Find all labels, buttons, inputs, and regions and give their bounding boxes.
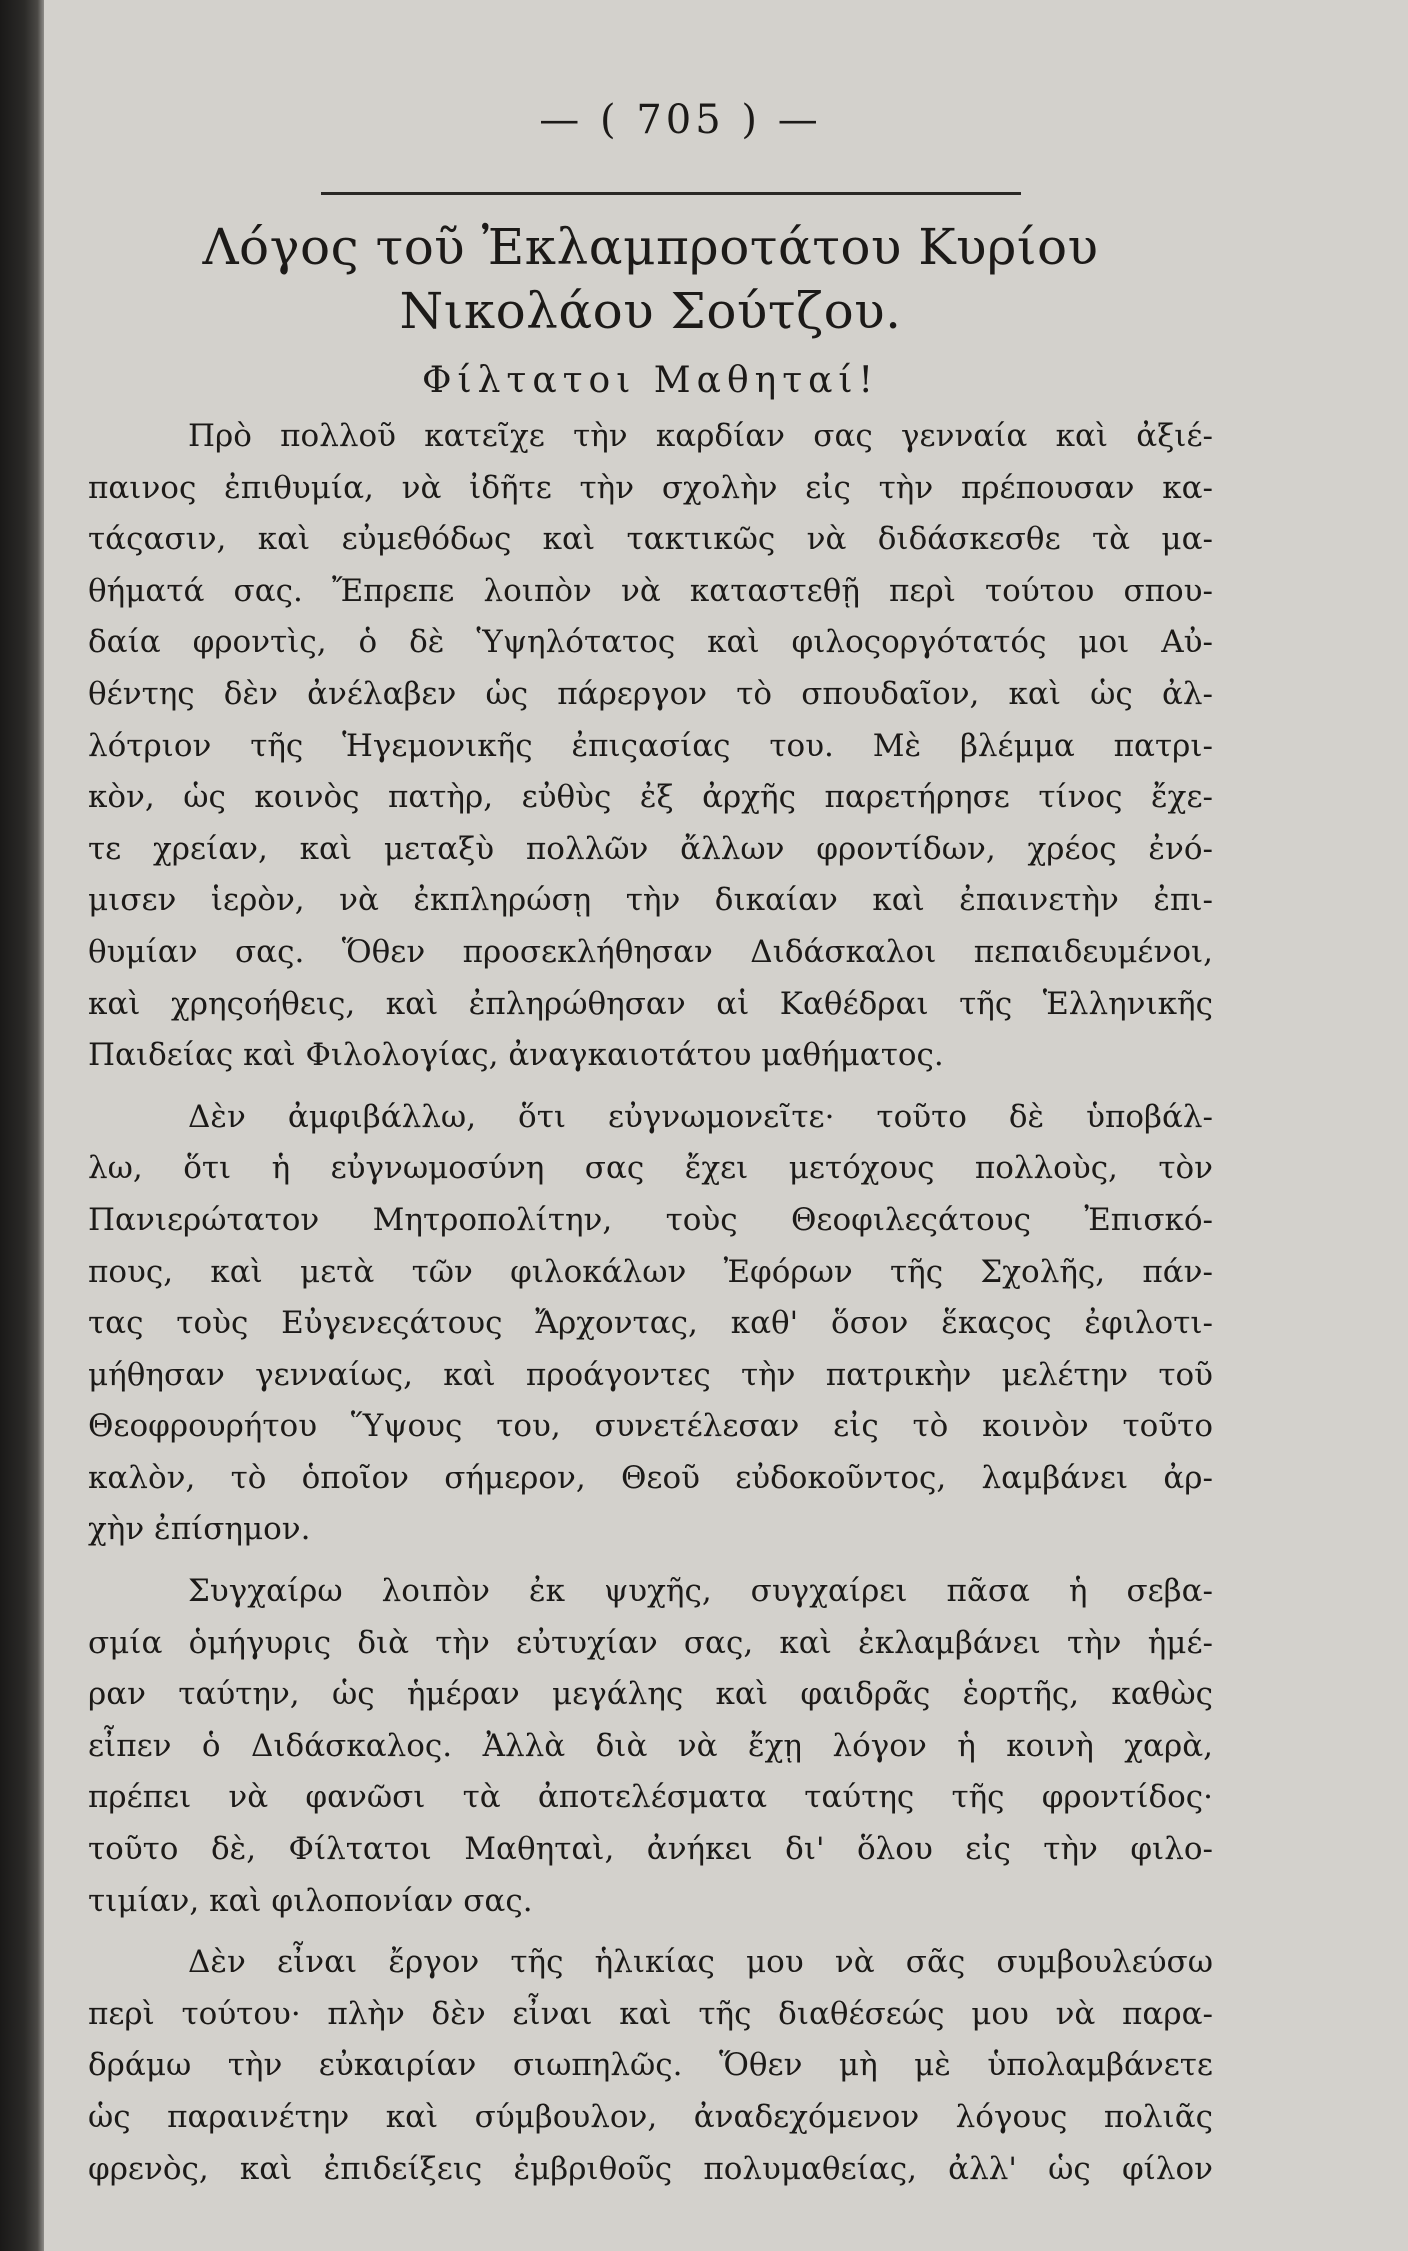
text-line: τε χρείαν, καὶ μεταξὺ πολλῶν ἄλλων φροντίδων, χρέος ἐνό- xyxy=(88,830,1213,867)
text-line: δράμω τὴν εὐκαιρίαν σιωπηλῶς. Ὅθεν μὴ μὲ ὑπολαμβάνετε xyxy=(88,2047,1213,2084)
text-line: θέντης δὲν ἀνέλαβεν ὡς πάρεργον τὸ σπουδαῖον, καὶ ὡς ἀλ- xyxy=(88,675,1213,712)
text-line: δαία φροντὶς, ὁ δὲ Ὑψηλότατος καὶ φιλοςοργότατός μοι Αὐ- xyxy=(88,624,1213,661)
text-line: μισεν ἱερὸν, νὰ ἐκπληρώσῃ τὴν δικαίαν καὶ ἐπαινετὴν ἐπι- xyxy=(88,882,1213,919)
text-line: Πανιερώτατον Μητροπολίτην, τοὺς Θεοφιλεςάτους Ἐπισκό- xyxy=(88,1201,1213,1238)
salutation: Φίλτατοι Μαθηταί! xyxy=(421,360,880,401)
text-column xyxy=(88,92,1213,2195)
speech-title: Λόγος τοῦ Ἐκλαμπροτάτου Κυρίου Νικολάου Σούτζου. xyxy=(202,218,1099,340)
text-line: καλὸν, τὸ ὁποῖον σήμερον, Θεοῦ εὐδοκοῦντος, λαμβάνει ἀρ- xyxy=(88,1459,1213,1496)
text-line: σμία ὁμήγυρις διὰ τὴν εὐτυχίαν σας, καὶ ἐκλαμβάνει τὴν ἡμέ- xyxy=(88,1624,1213,1661)
text-line: παινος ἐπιθυμία, νὰ ἰδῆτε τὴν σχολὴν εἰς τὴν πρέπουσαν κα- xyxy=(88,469,1213,506)
book-spine-shadow xyxy=(0,0,44,2251)
text-line: Πρὸ πολλοῦ κατεῖχε τὴν καρδίαν σας γενναία καὶ ἀξιέ- xyxy=(188,418,1213,454)
text-line: χὴν ἐπίσημον. xyxy=(88,1511,311,1548)
text-line: καὶ χρηςοήθεις, καὶ ἐπληρώθησαν αἱ Καθέδραι τῆς Ἑλληνικῆς xyxy=(88,985,1213,1022)
text-line: ραν ταύτην, ὡς ἡμέραν μεγάλης καὶ φαιδρᾶς ἑορτῆς, καθὼς xyxy=(88,1676,1213,1713)
header-rule xyxy=(321,192,1021,195)
paragraph-gap xyxy=(88,1927,1213,1937)
text-line: κὸν, ὡς κοινὸς πατὴρ, εὐθὺς ἐξ ἀρχῆς παρετήρησε τίνος ἔχε- xyxy=(88,779,1213,816)
text-line: ὡς παραινέτην καὶ σύμβουλον, ἀναδεχόμενον λόγους πολιᾶς xyxy=(88,2099,1213,2135)
text-line: πους, καὶ μετὰ τῶν φιλοκάλων Ἐφόρων τῆς Σχολῆς, πάν- xyxy=(88,1253,1213,1290)
text-line: εἶπεν ὁ Διδάσκαλος. Ἀλλὰ διὰ νὰ ἔχῃ λόγον ἡ κοινὴ χαρὰ, xyxy=(88,1727,1213,1764)
text-line: λω, ὅτι ἡ εὐγνωμοσύνη σας ἔχει μετόχους πολλοὺς, τὸν xyxy=(88,1150,1213,1187)
text-line: τοῦτο δὲ, Φίλτατοι Μαθηταὶ, ἀνήκει δι' ὅλου εἰς τὴν φιλο- xyxy=(88,1831,1213,1868)
text-line: πρέπει νὰ φανῶσι τὰ ἀποτελέσματα ταύτης τῆς φροντίδος· xyxy=(88,1779,1213,1816)
paragraph xyxy=(88,1566,1213,1927)
text-line: Δὲν εἶναι ἔργον τῆς ἡλικίας μου νὰ σᾶς συμβουλεύσω xyxy=(188,1944,1213,1981)
text-line: τάςασιν, καὶ εὐμεθόδως καὶ τακτικῶς νὰ διδάσκεσθε τὰ μα- xyxy=(88,521,1213,558)
text-line: Δὲν ἀμφιβάλλω, ὅτι εὐγνωμονεῖτε· τοῦτο δὲ ὑποβάλ- xyxy=(188,1098,1213,1135)
text-line: τας τοὺς Εὐγενεςάτους Ἄρχοντας, καθ' ὅσον ἕκαςος ἐφιλοτι- xyxy=(88,1305,1213,1342)
text-line: Παιδείας καὶ Φιλολογίας, ἀναγκαιοτάτου μαθήματος. xyxy=(88,1037,944,1074)
text-line: περὶ τούτου· πλὴν δὲν εἶναι καὶ τῆς διαθέσεώς μου νὰ παρα- xyxy=(88,1995,1213,2032)
paragraph-gap xyxy=(88,1082,1213,1092)
text-line: τιμίαν, καὶ φιλοπονίαν σας. xyxy=(88,1882,533,1919)
body-text xyxy=(88,411,1213,2195)
text-line: μήθησαν γενναίως, καὶ προάγοντες τὴν πατρικὴν μελέτην τοῦ xyxy=(88,1356,1213,1393)
paragraph-gap xyxy=(88,1556,1213,1566)
page-number-header: — ( 705 ) — xyxy=(539,97,822,143)
text-line: θυμίαν σας. Ὅθεν προσεκλήθησαν Διδάσκαλοι πεπαιδευμένοι, xyxy=(88,933,1213,970)
text-line: Συγχαίρω λοιπὸν ἐκ ψυχῆς, συγχαίρει πᾶσα ἡ σεβα- xyxy=(188,1573,1213,1610)
paragraph xyxy=(88,411,1213,1082)
text-line: λότριον τῆς Ἡγεμονικῆς ἐπιςασίας του. Μὲ βλέμμα πατρι- xyxy=(88,727,1213,764)
text-line: Θεοφρουρήτου Ὕψους του, συνετέλεσαν εἰς τὸ κοινὸν τοῦτο xyxy=(88,1408,1213,1445)
text-line: θήματά σας. Ἔπρεπε λοιπὸν νὰ καταστεθῇ περὶ τούτου σπου- xyxy=(88,572,1213,609)
paragraph xyxy=(88,1092,1213,1556)
text-line: φρενὸς, καὶ ἐπιδείξεις ἐμβριθοῦς πολυμαθείας, ἀλλ' ὡς φίλον xyxy=(88,2150,1213,2187)
paragraph xyxy=(88,1937,1213,2195)
